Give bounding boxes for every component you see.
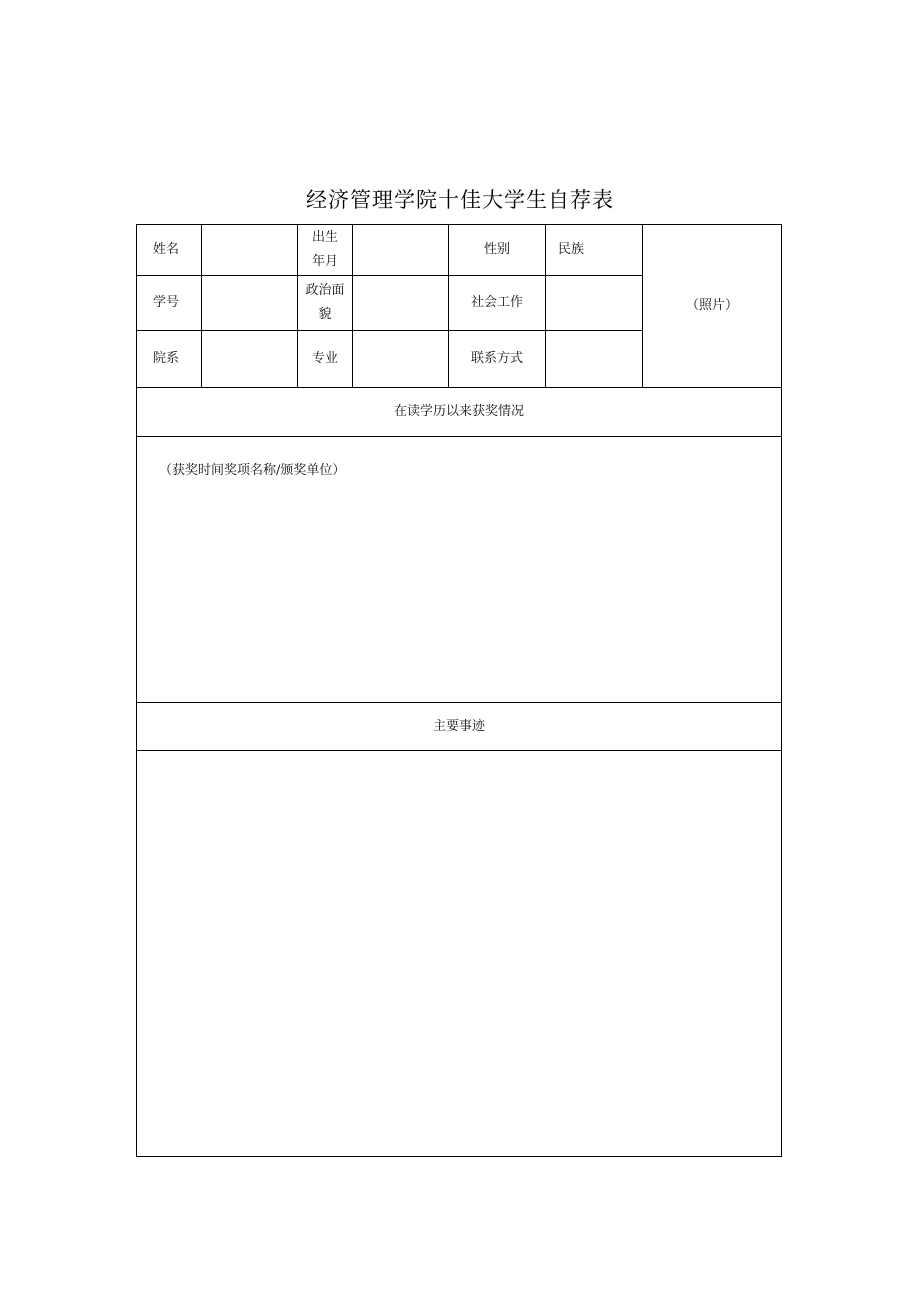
awards-hint: （获奖时间奖项名称/颁奖单位） <box>159 463 346 478</box>
label-gender: 性别 <box>449 225 546 276</box>
form-row-1 <box>137 225 782 276</box>
label-name: 姓名 <box>137 225 202 276</box>
label-ethnicity: 民族 <box>546 225 643 276</box>
field-student-id[interactable] <box>202 276 298 331</box>
label-birth-line1: 出生 <box>311 230 338 245</box>
field-political[interactable] <box>353 276 449 331</box>
field-department[interactable] <box>202 331 298 388</box>
field-name[interactable] <box>202 225 298 276</box>
form-title: 经济管理学院十佳大学生自荐表 <box>306 188 614 212</box>
photo-cell[interactable] <box>643 225 782 388</box>
field-contact[interactable] <box>546 331 643 388</box>
awards-body-row <box>137 437 782 703</box>
deeds-heading-row <box>137 703 782 751</box>
awards-input-area[interactable] <box>137 437 782 703</box>
field-major[interactable] <box>353 331 449 388</box>
deeds-body-row <box>137 751 782 1157</box>
field-social-work[interactable] <box>546 276 643 331</box>
awards-heading-row <box>137 388 782 437</box>
field-birth[interactable] <box>353 225 449 276</box>
label-major: 专业 <box>298 331 353 388</box>
label-student-id: 学号 <box>137 276 202 331</box>
awards-heading: 在读学历以来获奖情况 <box>137 388 782 437</box>
label-birth-line2: 年月 <box>311 254 338 269</box>
photo-placeholder: （照片） <box>685 298 738 313</box>
label-contact: 联系方式 <box>449 331 546 388</box>
deeds-heading: 主要事迹 <box>137 703 782 751</box>
label-political-line2: 貌 <box>318 307 332 322</box>
label-birth <box>298 225 353 276</box>
label-political-line1: 政治面 <box>305 283 345 298</box>
label-department: 院系 <box>137 331 202 388</box>
label-social-work: 社会工作 <box>449 276 546 331</box>
self-recommendation-form <box>136 224 782 1157</box>
label-political <box>298 276 353 331</box>
deeds-input-area[interactable] <box>137 751 782 1157</box>
